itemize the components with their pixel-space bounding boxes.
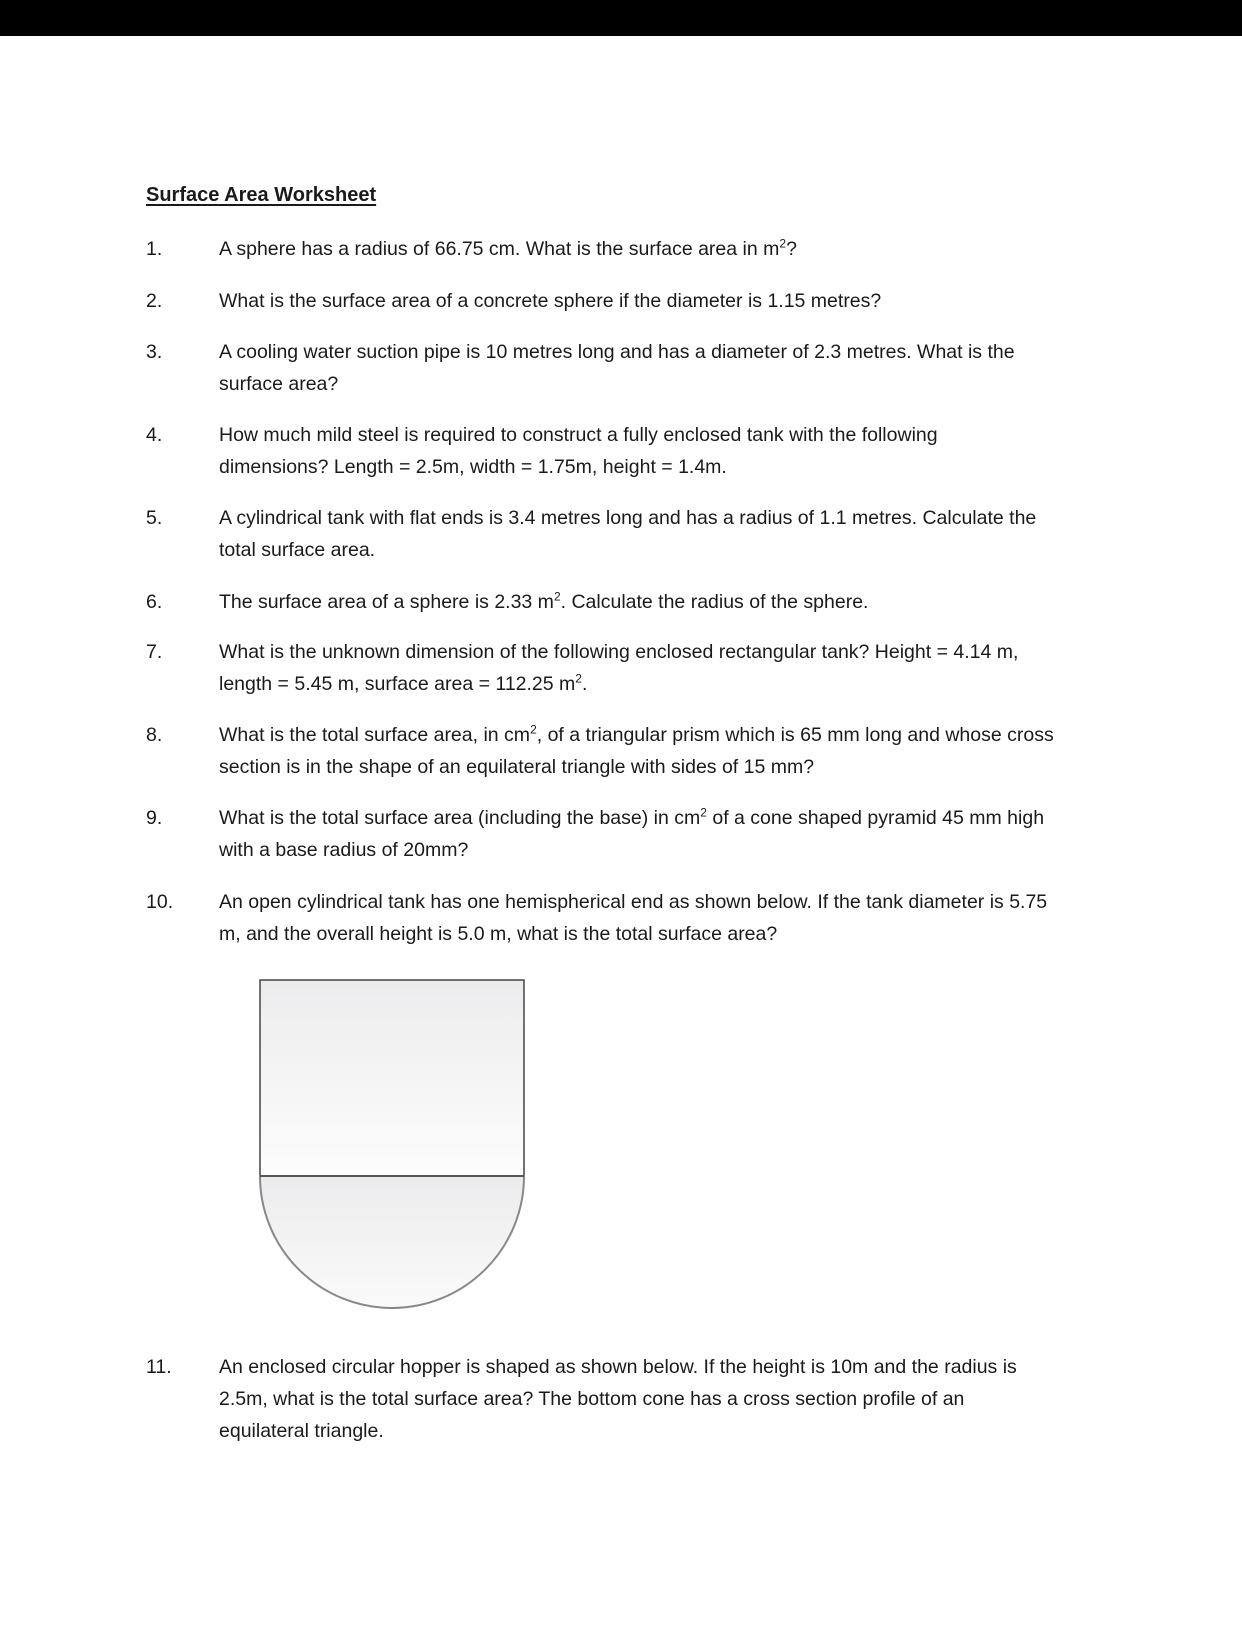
question-text <box>219 802 1099 866</box>
line-text: 2.5m, what is the total surface area? The bottom cone has a cross section profile of an <box>219 1388 965 1410</box>
question-line <box>219 834 1099 866</box>
question-line <box>219 751 1099 783</box>
question-line <box>219 1415 1099 1447</box>
question-number: 1. <box>146 238 163 260</box>
worksheet-title: Surface Area Worksheet <box>146 184 377 206</box>
line-text: An enclosed circular hopper is shaped as shown below. If the height is 10m and the radius is <box>219 1356 1017 1378</box>
question-line <box>219 419 1099 451</box>
question-number: 7. <box>146 641 163 663</box>
line-text: A sphere has a radius of 66.75 cm. What is the surface area in m <box>219 238 780 260</box>
question-text <box>219 419 1099 483</box>
line-text: section is in the shape of an equilateral triangle with sides of 15 mm? <box>219 756 815 778</box>
line-text: total surface area. <box>219 539 376 561</box>
line-text-continued: , of a triangular prism which is 65 mm long and whose cross <box>536 724 1054 746</box>
question-text <box>219 886 1099 950</box>
question-line <box>219 336 1099 368</box>
question-number: 8. <box>146 724 163 746</box>
line-text: What is the surface area of a concrete sphere if the diameter is 1.15 metres? <box>219 290 882 312</box>
question-number: 5. <box>146 507 163 529</box>
question-text <box>219 336 1099 400</box>
question-text <box>219 719 1099 783</box>
line-text: A cooling water suction pipe is 10 metres long and has a diameter of 2.3 metres. What is the <box>219 341 1015 363</box>
question-text <box>219 233 1099 265</box>
question-line <box>219 668 1099 700</box>
question-line <box>219 886 1099 918</box>
line-text: The surface area of a sphere is 2.33 m <box>219 591 554 613</box>
question-text <box>219 285 1099 317</box>
line-text-continued: . Calculate the radius of the sphere. <box>560 591 869 613</box>
question-number: 10. <box>146 891 174 913</box>
line-text-continued: ? <box>786 238 797 260</box>
superscript-exponent: 2 <box>553 589 561 604</box>
line-text: What is the unknown dimension of the following enclosed rectangular tank? Height = 4.14 m, <box>219 641 1019 663</box>
line-text: equilateral triangle. <box>219 1420 384 1442</box>
question-number: 3. <box>146 341 163 363</box>
question-line <box>219 368 1099 400</box>
question-number: 2. <box>146 290 163 312</box>
question-line <box>219 636 1099 668</box>
line-text: m, and the overall height is 5.0 m, what is the total surface area? <box>219 923 778 945</box>
line-text: surface area? <box>219 373 339 395</box>
question-number: 6. <box>146 591 163 613</box>
question-line <box>219 233 1099 265</box>
question-text <box>219 1351 1099 1447</box>
line-text: What is the total surface area (including the base) in cm <box>219 807 701 829</box>
question-text <box>219 586 1099 618</box>
question-line <box>219 451 1099 483</box>
question-number: 4. <box>146 424 163 446</box>
line-text: with a base radius of 20mm? <box>219 839 469 861</box>
tank-hemisphere <box>260 1176 524 1308</box>
superscript-exponent: 2 <box>700 805 707 820</box>
question-text <box>219 636 1099 700</box>
question-line <box>219 586 1099 618</box>
line-text: An open cylindrical tank has one hemispherical end as shown below. If the tank diameter is 5.75 <box>219 891 1048 913</box>
question-number: 11. <box>146 1356 172 1378</box>
question-line <box>219 1383 1099 1415</box>
question-number: 9. <box>146 807 163 829</box>
line-text-continued: . <box>581 673 588 695</box>
question-line <box>219 534 1099 566</box>
superscript-exponent: 2 <box>575 671 582 686</box>
tank-cylinder <box>260 980 524 1176</box>
line-text: How much mild steel is required to construct a fully enclosed tank with the following <box>219 424 938 446</box>
line-text-continued: of a cone shaped pyramid 45 mm high <box>706 807 1045 829</box>
question-line <box>219 719 1099 751</box>
question-line <box>219 285 1099 317</box>
question-line <box>219 1351 1099 1383</box>
question-line <box>219 918 1099 950</box>
question-text <box>219 502 1099 566</box>
superscript-exponent: 2 <box>779 236 787 251</box>
line-text: A cylindrical tank with flat ends is 3.4 metres long and has a radius of 1.1 metres. Calculate the <box>219 507 1037 529</box>
tank-diagram <box>258 978 530 1318</box>
superscript-exponent: 2 <box>530 722 537 737</box>
question-line <box>219 802 1099 834</box>
question-line <box>219 502 1099 534</box>
line-text: dimensions? Length = 2.5m, width = 1.75m, height = 1.4m. <box>219 456 727 478</box>
line-text: length = 5.45 m, surface area = 112.25 m <box>219 673 576 695</box>
line-text: What is the total surface area, in cm <box>219 724 531 746</box>
